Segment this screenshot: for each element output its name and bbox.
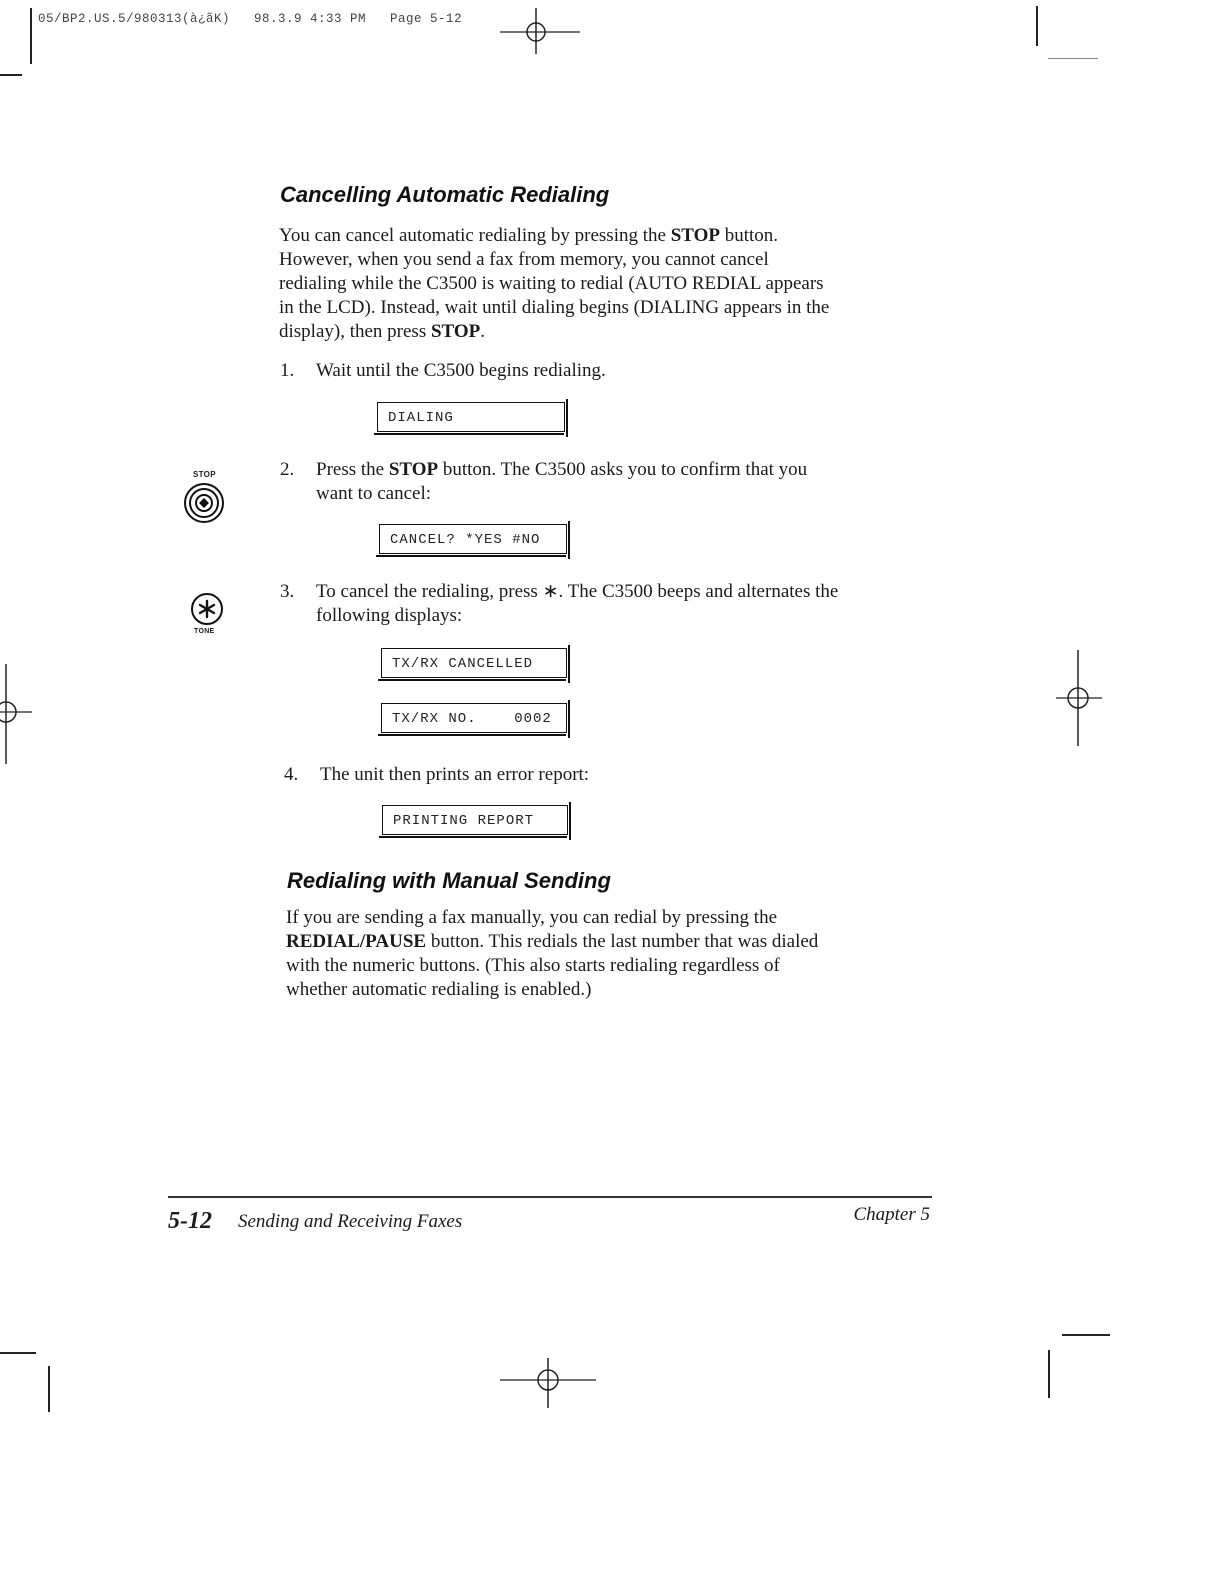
para-line: REDIAL/PAUSE button. This redials the last number that was dialed: [286, 931, 819, 952]
step-text: The unit then prints an error report:: [320, 764, 590, 785]
crop-mark-bottom-right-h: [1062, 1334, 1110, 1336]
intro-line: However, when you send a fax from memory, you cannot cancel: [279, 249, 769, 270]
step-text: To cancel the redialing, press ∗. The C3500 beeps and alternates the: [316, 581, 839, 602]
para-line: whether automatic redialing is enabled.): [286, 979, 592, 1000]
step-number: 3.: [280, 581, 295, 602]
intro-line: redialing while the C3500 is waiting to redial (AUTO REDIAL appears: [279, 273, 824, 294]
lcd-display-printing-report: PRINTING REPORT: [382, 805, 568, 835]
step-number: 4.: [284, 764, 299, 785]
step-3: [280, 580, 920, 632]
step-2: [280, 458, 920, 510]
registration-target-icon: [500, 1358, 600, 1408]
intro-line: in the LCD). Instead, wait until dialing begins (DIALING appears in the: [279, 297, 830, 318]
section-heading-cancelling: Cancelling Automatic Redialing: [280, 182, 610, 207]
step-number: 1.: [280, 360, 295, 381]
para-line: If you are sending a fax manually, you can redial by pressing the: [286, 907, 778, 928]
crop-mark-top-left-v: [30, 8, 32, 64]
print-slug: 05/BP2.US.5/980313(à¿ãK) 98.3.9 4:33 PM Page 5-12: [38, 12, 463, 26]
intro-line: You can cancel automatic redialing by pressing the STOP button.: [279, 225, 779, 246]
lcd-display-cancelled: TX/RX CANCELLED: [381, 648, 567, 678]
footer-page-number: 5-12: [168, 1208, 212, 1234]
para-line: with the numeric buttons. (This also starts redialing regardless of: [286, 955, 780, 976]
stop-button-label: STOP: [193, 470, 216, 479]
registration-target-icon: [1056, 650, 1106, 746]
registration-target-icon: [500, 8, 590, 54]
registration-target-icon: [0, 664, 34, 764]
tone-button-label: TONE: [194, 628, 215, 635]
star-button-icon: [190, 592, 224, 626]
step-text: following displays:: [316, 605, 463, 626]
step-1: [280, 359, 920, 389]
section-heading-manual-sending: Redialing with Manual Sending: [287, 868, 611, 893]
lcd-display-dialing: DIALING: [377, 402, 565, 432]
intro-line: display), then press STOP.: [279, 321, 486, 342]
crop-mark-bottom-left-h: [0, 1352, 36, 1354]
step-number: 2.: [280, 459, 295, 480]
footer-title: Sending and Receiving Faxes: [238, 1211, 463, 1232]
crop-mark-top-left-h: [0, 74, 22, 76]
crop-mark-bottom-right-v: [1048, 1350, 1050, 1398]
footer-rule: [168, 1196, 932, 1198]
crop-mark-top-right-v: [1036, 6, 1038, 46]
step-4: [284, 763, 924, 793]
step-text: Wait until the C3500 begins redialing.: [316, 360, 606, 381]
manual-sending-paragraph: [286, 906, 916, 1002]
intro-paragraph: [279, 224, 919, 344]
lcd-display-txrx-number: TX/RX NO. 0002: [381, 703, 567, 733]
footer-chapter: Chapter 5: [853, 1204, 930, 1225]
crop-mark-top-right-h: [1048, 58, 1098, 59]
stop-button-icon: [183, 482, 225, 524]
crop-mark-bottom-left-v: [48, 1366, 50, 1412]
lcd-display-cancel-confirm: CANCEL? *YES #NO: [379, 524, 567, 554]
step-text: want to cancel:: [316, 483, 432, 504]
step-text: Press the STOP button. The C3500 asks you to confirm that you: [316, 459, 808, 480]
